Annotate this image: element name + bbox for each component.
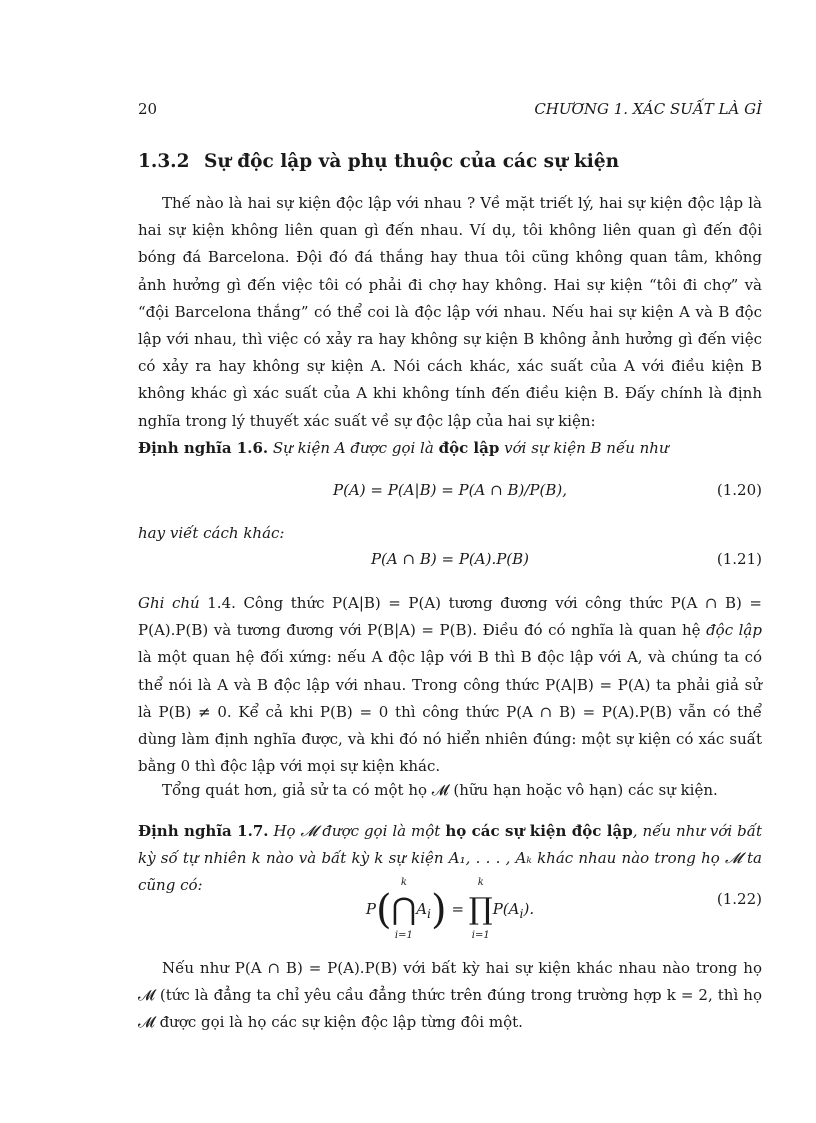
- intro-paragraph: Thế nào là hai sự kiện độc lập với nhau ? Về mặt triết lý, hai sự kiện độc lập là hai sự kiện không liên quan gì đến nhau. Ví dụ, tôi không liên quan gì đến đội bóng đá Barcelona. Đội đó đá thắng hay thua tôi cũng không quan tâm, không ảnh hưởng gì đến việc tôi có phải đi chợ hay không. Hai sự kiện “tôi đi chợ” và “đội Barcelona thắng” có thể coi là độc lập với nhau. Nếu hai sự kiện A và B độc lập với nhau, thì việc có xảy ra hay không sự kiện B không ảnh hưởng gì đến việc có xảy ra hay không sự kiện A. Nói cách khác, xác suất của A với điều kiện B không khác gì xác suất của A khi không tính đến điều kiện B. Đấy chính là định nghĩa trong lý thuyết xác suất về sự độc lập của hai sự kiện:: [138, 194, 762, 430]
- definition-label: Định nghĩa 1.6.: [138, 439, 269, 457]
- remark-text: là một quan hệ đối xứng: nếu A độc lập với B thì B độc lập với A, và chúng ta có thể nói là A và B độc lập với nhau. Trong công thức P(A|B) = P(A) ta phải giả sử là P(B) ≠ 0. Kể cả khi P(B) = 0 thì công thức P(A ∩ B) = P(A).P(B) vẫn có thể dùng làm định nghĩa được, và khi đó nó hiển nhiên đúng: một sự kiện có xác suất bằng 0 thì độc lập với mọi sự kiện khác.: [138, 648, 762, 776]
- intersection-sub: i: [427, 906, 432, 921]
- chapter-title: CHƯƠNG 1. XÁC SUẤT LÀ GÌ: [534, 100, 762, 118]
- intersection-upper: k: [400, 877, 407, 888]
- remark-text: Công thức P(A|B) = P(A) tương đương với công thức P(A ∩ B) = P(A).P(B) và tương đương với P(B|A) = P(B). Điều đó có nghĩa là quan hệ: [138, 594, 762, 640]
- equation-formula: P(A) = P(A|B) = P(A ∩ B)/P(B),: [333, 481, 567, 499]
- intersection-symbol: ⋂: [391, 892, 417, 927]
- definition-term: độc lập: [438, 439, 500, 457]
- equals-sign: =: [451, 900, 465, 918]
- product-lower: i=1: [471, 930, 490, 941]
- definition-text: Sự kiện A được gọi là: [272, 439, 434, 457]
- equation-number: (1.22): [716, 890, 762, 908]
- definition-label: Định nghĩa 1.7.: [138, 822, 269, 840]
- equation-number: (1.20): [716, 481, 762, 499]
- definition-term: họ các sự kiện độc lập: [445, 822, 633, 840]
- equation-1-20: [138, 481, 762, 509]
- section-number: 1.3.2: [138, 151, 190, 172]
- intersection-arg: A: [416, 900, 428, 918]
- equation-formula: [138, 877, 762, 941]
- remark-label: Ghi chú: [138, 594, 200, 612]
- remark-1-4: [138, 590, 762, 780]
- equation-1-21: [138, 550, 762, 578]
- remark-term: độc lập: [706, 621, 762, 640]
- prob-symbol: P: [365, 900, 376, 918]
- equation-formula: P(A ∩ B) = P(A).P(B): [370, 550, 530, 568]
- general-paragraph: Tổng quát hơn, giả sử ta có một họ 𝓜 (hữu hạn hoặc vô hạn) các sự kiện.: [162, 781, 718, 799]
- intersection-lower: i=1: [394, 930, 413, 941]
- left-paren: (: [375, 887, 392, 933]
- product-sub: i: [519, 906, 524, 921]
- product-symbol: ∏: [468, 892, 493, 927]
- definition-text: với sự kiện B nếu như: [504, 439, 669, 457]
- product-operator: [468, 877, 493, 941]
- section-title: Sự độc lập và phụ thuộc của các sự kiện: [204, 151, 620, 172]
- equation-number: (1.21): [716, 550, 762, 568]
- right-paren: ): [431, 887, 447, 933]
- alt-form-text: hay viết cách khác:: [138, 524, 285, 542]
- remark-number: 1.4.: [207, 594, 236, 612]
- closing-paragraph: Nếu như P(A ∩ B) = P(A).P(B) với bất kỳ hai sự kiện khác nhau nào trong họ 𝓜 (tức là đẳng ta chỉ yêu cầu đẳng thức trên đúng trong trường hợp k = 2, thì họ 𝓜 được gọi là họ các sự kiện độc lập từng đôi một.: [138, 959, 762, 1032]
- equation-1-22: [138, 866, 762, 942]
- product-end: ).: [523, 900, 535, 918]
- section-heading: [138, 151, 619, 172]
- definition-text: , nếu như với bất kỳ số tự nhiên k nào và bất kỳ k sự kiện A₁, . . . , Aₖ khác nhau nào trong họ 𝓜 ta cũng có:: [138, 822, 762, 895]
- intersection-operator: [391, 877, 417, 941]
- definition-text: Họ 𝓜 được gọi là một: [273, 822, 441, 840]
- page-number: 20: [138, 100, 158, 118]
- definition-1-6: [138, 435, 762, 462]
- product-upper: k: [477, 877, 484, 888]
- running-head: [138, 100, 762, 122]
- product-arg: P(A: [492, 900, 520, 918]
